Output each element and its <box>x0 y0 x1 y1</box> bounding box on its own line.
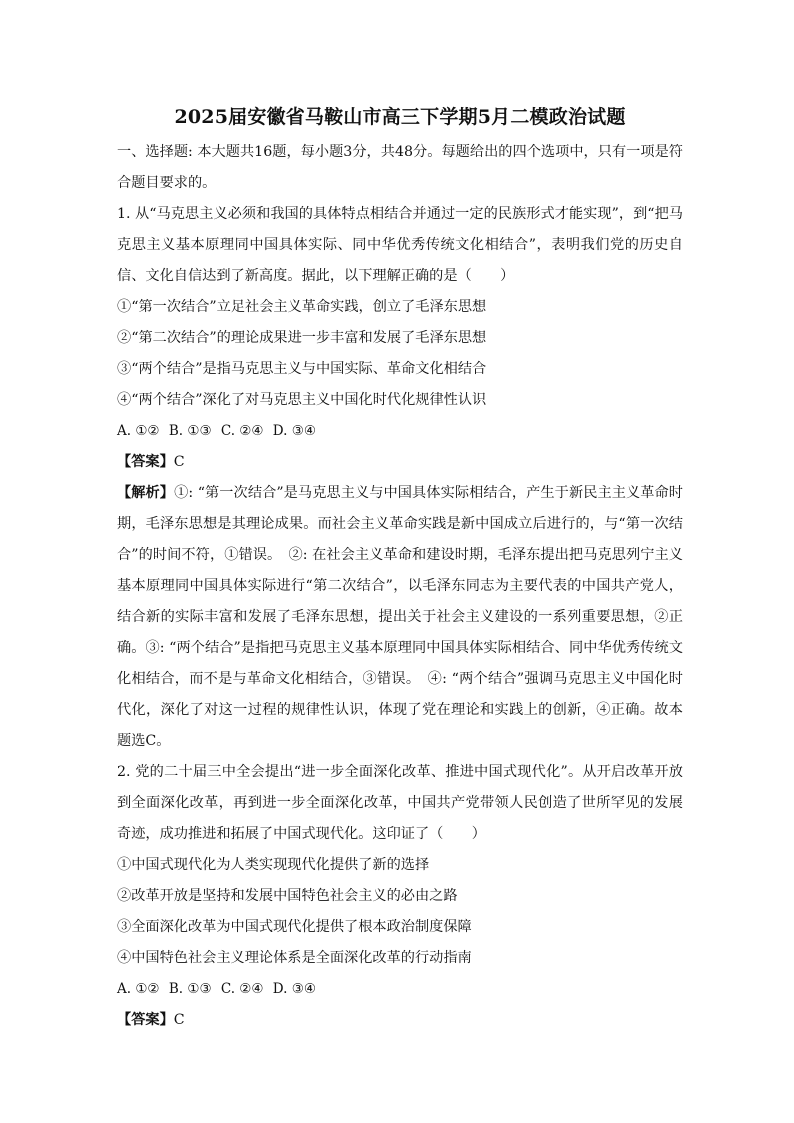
question-1-option-d: D. ③④ <box>272 423 316 439</box>
answer-label: 【答案】 <box>117 1012 174 1028</box>
question-1-analysis <box>117 478 683 757</box>
question-1-item-1: ①“第一次结合”立足社会主义革命实践，创立了毛泽东思想 <box>117 299 487 315</box>
question-1-item-4: ④“两个结合”深化了对马克思主义中国化时代化规律性认识 <box>117 392 487 408</box>
question-2-item-2: ②改革开放是坚持和发展中国特色社会主义的必由之路 <box>117 888 458 904</box>
question-1-option-b: B. ①③ <box>168 423 212 439</box>
question-1-option-a: A. ①② <box>117 423 160 439</box>
answer-value: C <box>173 1012 185 1028</box>
question-2-option-d: D. ③④ <box>272 981 316 997</box>
question-1-item-2: ②“第二次结合”的理论成果进一步丰富和发展了毛泽东思想 <box>117 330 487 346</box>
question-2-stem: 2. 党的二十届三中全会提出“进一步全面深化改革、推进中国式现代化”。从开启改革开放到全面深化改革，再到进一步全面深化改革，中国共产党带领人民创造了世所罕见的发展奇迹，成功推进和拓展了中国式现代化。这印证了（ ） <box>117 764 683 842</box>
question-1-stem: 1. 从“马克思主义必须和我国的具体特点相结合并通过一定的民族形式才能实现”，到“把马克思主义基本原理同中国具体实际、同中华优秀传统文化相结合”，表明我们党的历史自信、文化自信达到了新高度。据此，以下理解正确的是（ ） <box>117 206 683 284</box>
question-2 <box>117 757 683 1036</box>
question-2-option-b: B. ①③ <box>168 981 212 997</box>
question-1-options <box>117 416 683 447</box>
question-2-item-3: ③全面深化改革为中国式现代化提供了根本政治制度保障 <box>117 919 472 935</box>
question-2-option-a: A. ①② <box>117 981 160 997</box>
answer-label: 【答案】 <box>117 454 174 470</box>
answer-value: C <box>173 454 185 470</box>
document-title: 2025届安徽省马鞍山市高三下学期5月二模政治试题 <box>174 106 626 128</box>
analysis-label: 【解析】 <box>117 485 175 501</box>
question-2-item-4: ④中国特色社会主义理论体系是全面深化改革的行动指南 <box>117 950 472 966</box>
question-2-item-1: ①中国式现代化为人类实现现代化提供了新的选择 <box>117 857 430 873</box>
document-page <box>117 104 683 1036</box>
question-2-options <box>117 974 683 1005</box>
question-1 <box>117 199 683 757</box>
question-2-option-c: C. ②④ <box>220 981 264 997</box>
question-1-item-3: ③“两个结合”是指马克思主义与中国实际、革命文化相结合 <box>117 361 487 377</box>
analysis-text: ①: “第一次结合”是马克思主义与中国具体实际相结合，产生于新民主主义革命时期，毛泽东思想是其理论成果。而社会主义革命实践是新中国成立后进行的，与“第一次结合”的时间不符，①错误。 ②: 在社会主义革命和建设时期，毛泽东提出把马克思列宁主义基本原理同中国具体实际进行“第二次结合”，以毛泽东同志为主要代表的中国共产党人，结合新的实际丰富和发展了毛泽东思想，提出关于社会主义建设的一系列重要思想，②正确。③: “两个结合”是指把马克思主义基本原理同中国具体实际相结合、同中华优秀传统文化相结合，而不是与革命文化相结合，③错误。 ④: “两个结合”强调马克思主义中国化时代化，深化了对这一过程的规律性认识，体现了党在理论和实践上的创新，④正确。故本题选C。 <box>117 485 683 749</box>
question-1-option-c: C. ②④ <box>220 423 264 439</box>
section-instructions: 一、选择题: 本大题共16题，每小题3分，共48分。每题给出的四个选项中，只有一项是符合题目要求的。 <box>117 144 683 191</box>
question-2-answer <box>117 1005 683 1036</box>
question-1-answer <box>117 447 683 478</box>
